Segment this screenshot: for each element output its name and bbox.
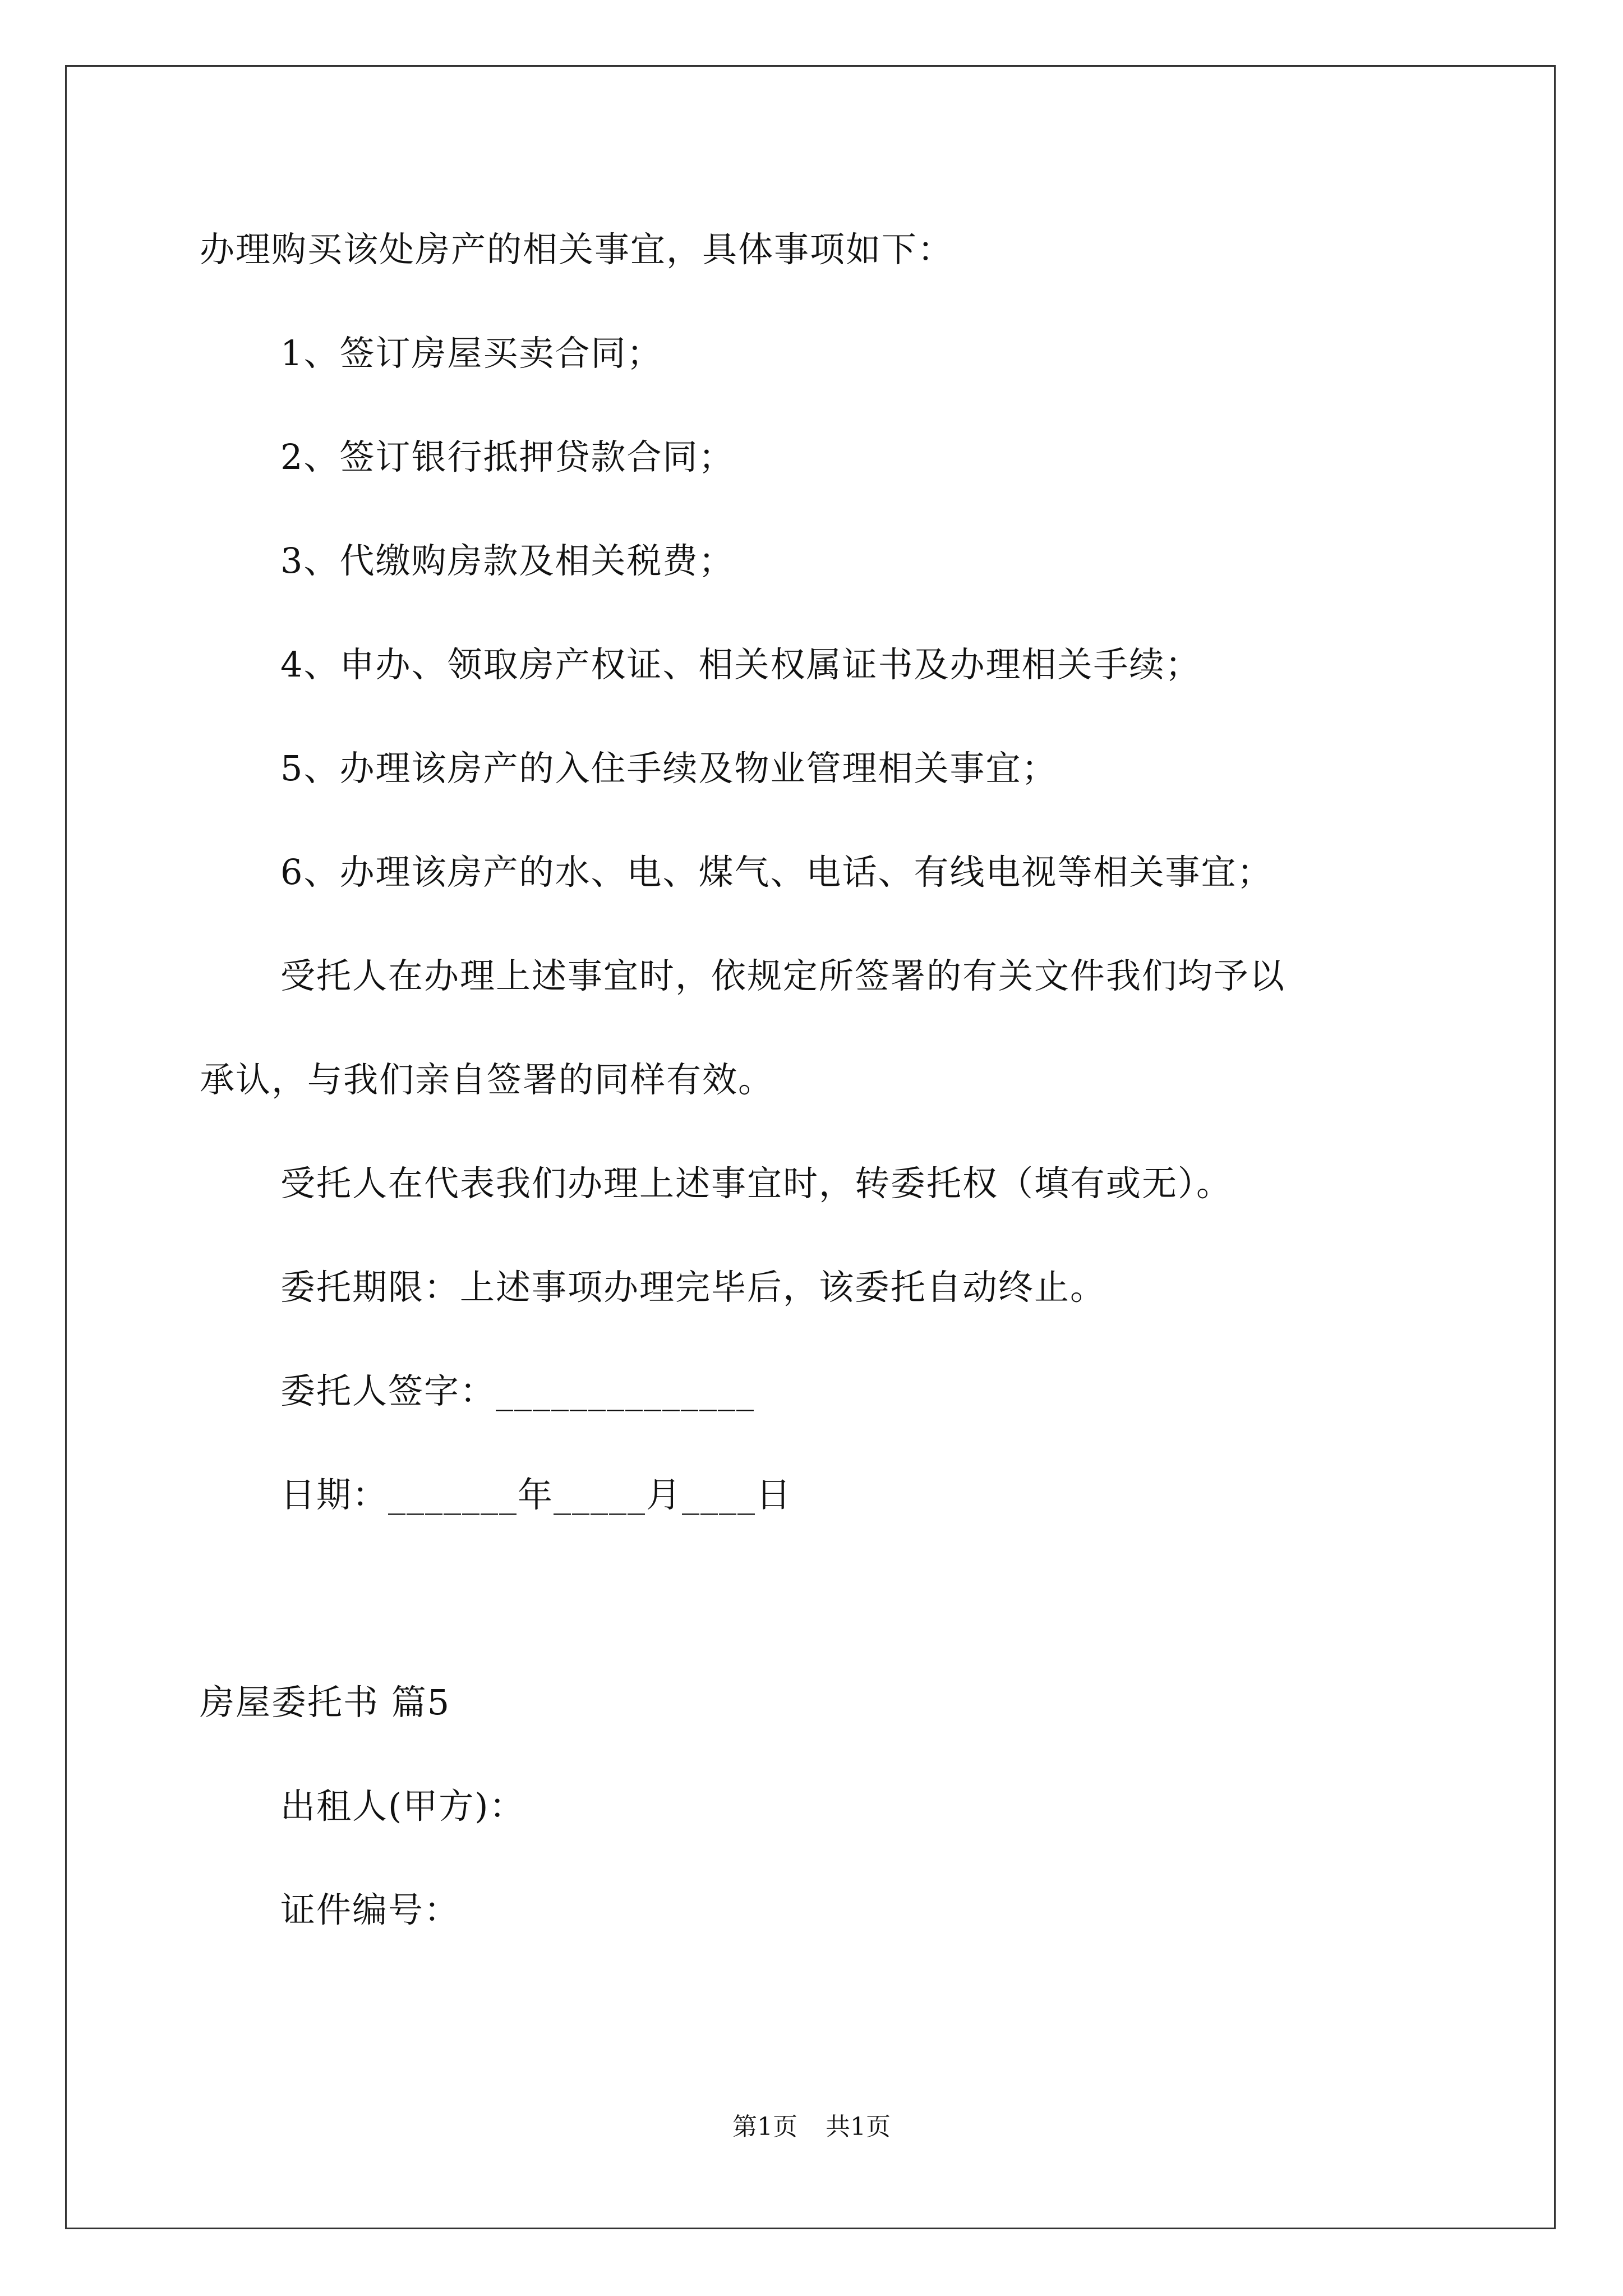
body-text-line: 受托人在代表我们办理上述事宜时，转委托权（填有或无）。	[280, 1163, 1233, 1204]
body-text-line: 承认，与我们亲自签署的同样有效。	[200, 1059, 774, 1100]
body-text-line: 受托人在办理上述事宜时，依规定所签署的有关文件我们均予以	[280, 955, 1286, 996]
page-total: 共1页	[826, 2113, 891, 2141]
date-line: 日期：_______年_____月____日	[280, 1474, 792, 1515]
section-heading: 房屋委托书 篇5	[200, 1682, 451, 1723]
body-text-line: 出租人(甲方)：	[280, 1786, 525, 1826]
list-item: 3、代缴购房款及相关税费；	[280, 540, 735, 581]
page-number: 第1页	[732, 2113, 797, 2141]
body-text-line: 证件编号：	[280, 1889, 460, 1930]
list-item: 4、申办、领取房产权证、相关权属证书及办理相关手续；	[280, 644, 1201, 685]
body-text-line: 委托期限：上述事项办理完毕后，该委托自动终止。	[280, 1267, 1106, 1308]
signature-line: 委托人签字：______________	[280, 1370, 755, 1411]
page-footer	[0, 2110, 1623, 2144]
list-item: 5、办理该房产的入住手续及物业管理相关事宜；	[280, 748, 1058, 789]
list-item: 1、签订房屋买卖合同；	[280, 333, 663, 374]
list-item: 6、办理该房产的水、电、煤气、电话、有线电视等相关事宜；	[280, 852, 1273, 892]
body-text-line: 办理购买该处房产的相关事宜，具体事项如下：	[200, 229, 954, 270]
list-item: 2、签订银行抵押贷款合同；	[280, 436, 735, 477]
